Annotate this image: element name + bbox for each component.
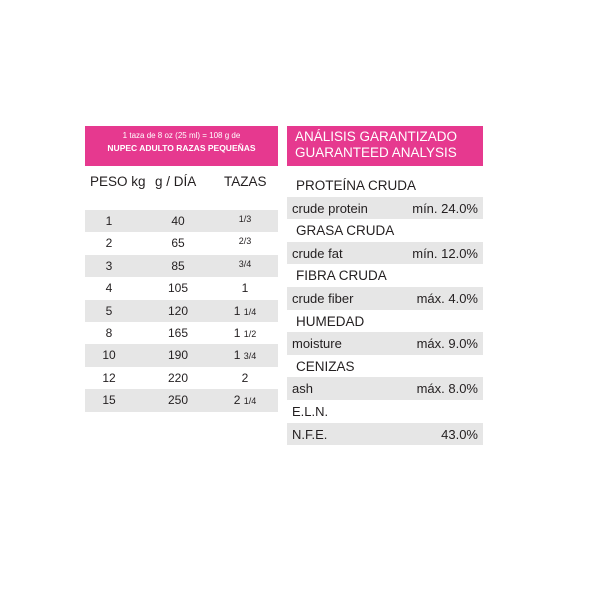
table-row (85, 344, 278, 366)
nutrient-value-row (287, 197, 483, 220)
weight-cell: 5 (105, 303, 113, 318)
table-row (85, 389, 278, 411)
nutrient-value: máx. 4.0% (416, 290, 478, 306)
nutrient-value: máx. 8.0% (416, 381, 478, 397)
nutrient-value: mín. 24.0% (412, 200, 478, 216)
nutrient-value-row (287, 377, 483, 400)
weight-cell: 2 (105, 236, 113, 251)
nutrient-name-en: ash (292, 381, 313, 397)
nutrient-value-row (287, 287, 483, 310)
nutrient-value-row (287, 423, 483, 446)
nutrient-name-es: HUMEDAD (296, 313, 365, 329)
cups-cell: 2/3 (238, 236, 252, 247)
nutrient-heading-row (287, 174, 483, 197)
table-row (85, 210, 278, 232)
column-header-grams: g / DÍA (155, 174, 197, 189)
nutrient-name-en: N.F.E. (292, 426, 328, 442)
cups-whole: 1 (233, 325, 241, 340)
nutrient-name-es: E.L.N. (292, 403, 329, 419)
table-row (85, 277, 278, 299)
cups-cell: 1/3 (238, 214, 252, 224)
grams-cell: 220 (167, 370, 189, 385)
weight-cell: 12 (102, 370, 116, 385)
table-row (85, 255, 278, 277)
grams-cell: 120 (167, 303, 189, 318)
feeding-table-header (85, 126, 278, 166)
product-name: NUPEC ADULTO RAZAS PEQUEÑAS (107, 143, 256, 153)
grams-cell: 65 (171, 236, 185, 251)
cups-whole: 1 (233, 303, 241, 318)
nutrient-name-es: FIBRA CRUDA (296, 268, 387, 284)
table-row (85, 300, 278, 322)
cups-cell: 1 (241, 281, 249, 296)
grams-cell: 105 (167, 281, 189, 296)
feeding-column-headers (85, 166, 278, 202)
table-row (85, 232, 278, 254)
cups-cell: 2 (241, 370, 249, 385)
cups-cell (234, 326, 257, 340)
nutrient-name-es: CENIZAS (296, 358, 355, 374)
nutrient-name-en: crude fat (292, 245, 343, 261)
guaranteed-analysis-table (287, 126, 483, 445)
cups-whole: 2 (233, 393, 241, 408)
cup-equivalence-note: 1 taza de 8 oz (25 ml) = 108 g de (122, 131, 241, 140)
analysis-rows (287, 174, 483, 445)
nutrient-name-en: crude protein (292, 200, 368, 216)
nutrient-value-row (287, 242, 483, 265)
nutrient-heading-row (287, 264, 483, 287)
nutrient-heading-row (287, 310, 483, 333)
nutrient-name-es: PROTEÍNA CRUDA (296, 178, 417, 193)
cups-whole: 1 (233, 348, 241, 363)
nutrient-value: mín. 12.0% (412, 245, 478, 261)
grams-cell: 190 (167, 348, 189, 363)
nutrient-name-en: moisture (292, 336, 342, 352)
nutrient-name-es: GRASA CRUDA (296, 223, 395, 239)
weight-cell: 10 (102, 348, 116, 363)
nutrient-heading-row (287, 219, 483, 242)
cups-cell (234, 393, 257, 407)
analysis-header (287, 126, 483, 166)
nutrient-heading-row (287, 400, 483, 423)
cups-fraction: 1/4 (243, 306, 257, 317)
feeding-rows (85, 210, 278, 412)
grams-cell: 40 (171, 214, 185, 228)
column-header-weight: PESO kg (90, 174, 146, 189)
table-row (85, 322, 278, 344)
analysis-title-es: ANÁLISIS GARANTIZADO (295, 129, 458, 144)
feeding-table (85, 126, 278, 412)
nutrient-value: máx. 9.0% (416, 336, 478, 352)
cups-fraction: 1/2 (243, 328, 257, 339)
weight-cell: 15 (102, 393, 116, 408)
grams-cell: 85 (171, 258, 185, 273)
weight-cell: 8 (105, 325, 113, 340)
column-header-cups: TAZAS (224, 174, 267, 189)
nutrient-name-en: crude fiber (292, 290, 354, 306)
cups-cell (234, 348, 257, 362)
analysis-title-en: GUARANTEED ANALYSIS (295, 145, 457, 160)
table-row (85, 367, 278, 389)
grams-cell: 165 (167, 325, 189, 340)
cups-fraction: 1/4 (243, 396, 257, 407)
weight-cell: 3 (105, 258, 113, 273)
cups-cell (234, 304, 257, 318)
weight-cell: 4 (105, 281, 113, 296)
nutrient-value: 43.0% (441, 426, 478, 442)
cups-cell: 3/4 (238, 258, 252, 269)
nutrient-value-row (287, 332, 483, 355)
weight-cell: 1 (105, 214, 113, 228)
nutrient-heading-row (287, 355, 483, 378)
cups-fraction: 3/4 (243, 351, 257, 362)
grams-cell: 250 (167, 393, 189, 408)
